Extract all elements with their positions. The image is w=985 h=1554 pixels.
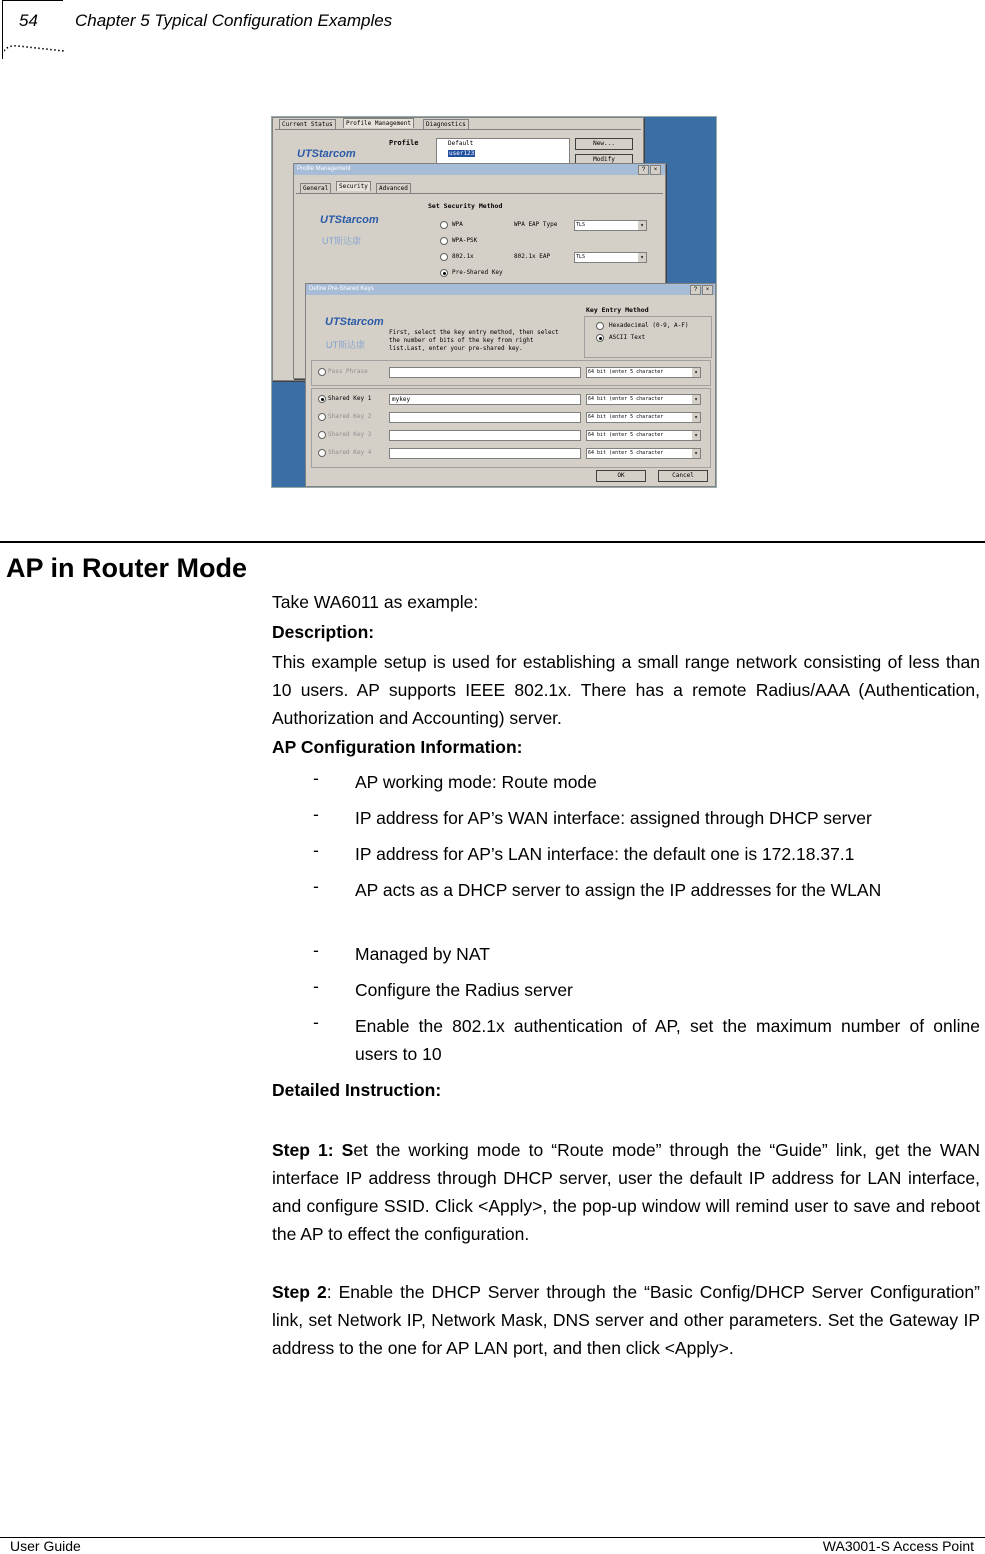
config-item: IP address for AP’s WAN interface: assigned through DHCP server [355,808,872,828]
psk-instruction-2: the number of bits of the key from right [389,337,534,344]
config-item: IP address for AP’s LAN interface: the default one is 172.18.37.1 [355,844,855,864]
back-logo: UTStarcom [297,148,356,160]
new-button[interactable]: New... [575,138,633,150]
tab-current-status[interactable]: Current Status [279,119,336,129]
tab-profile-management[interactable]: Profile Management [343,118,414,128]
tab-general[interactable]: General [300,183,331,193]
bullet-dash: - [313,768,319,788]
key-entry-heading: Key Entry Method [586,306,649,314]
pass-phrase-input[interactable] [389,367,581,378]
psk-title-bar: Define Pre-Shared Keys [306,284,715,295]
profile-item-user123[interactable]: user123 [449,150,475,157]
pre-shared-keys-window [305,283,716,487]
profile-item-default[interactable]: Default [448,140,474,147]
config-item: AP acts as a DHCP server to assign the IP addresses for the WLAN [355,880,882,900]
psk-help-icon[interactable]: ? [690,285,701,295]
radio-hexadecimal[interactable] [596,322,604,330]
psk-instruction-3: list.Last, enter your pre-shared key. [389,345,523,352]
psk-logo-cn: UT斯达康 [326,340,365,350]
profile-label: Profile [389,139,419,147]
config-item: Configure the Radius server [355,980,573,1000]
pm-logo-cn: UT斯达康 [322,236,361,246]
step-1 [272,1136,980,1248]
config-item: AP working mode: Route mode [355,772,597,792]
detail-heading: Detailed Instruction: [272,1080,442,1100]
psk-close-icon[interactable]: × [702,285,713,295]
chapter-title: Chapter 5 Typical Configuration Examples [75,11,393,30]
option-wpa: WPA [452,221,463,228]
bullet-dash: - [313,940,319,960]
ok-button[interactable]: OK [596,470,646,482]
pass-phrase-bits-select[interactable]: 64 bit (enter 5 character ▾ [586,367,701,378]
tab-security[interactable]: Security [336,181,371,191]
shared-key-4-bits[interactable]: 64 bit (enter 5 character ▾ [586,448,701,459]
cancel-button[interactable]: Cancel [658,470,708,482]
step-1-label: Step 1: S [272,1140,354,1160]
footer-right: WA3001-S Access Point [822,1538,974,1554]
shared-key-1-value: mykey [392,396,411,403]
bullet-dash: - [313,840,319,860]
shared-key-1-input[interactable] [389,394,581,405]
security-heading: Set Security Method [428,202,503,210]
close-icon[interactable]: × [650,165,661,175]
radio-shared-key-2[interactable] [318,413,326,421]
radio-ascii[interactable] [596,334,604,342]
tab-advanced[interactable]: Advanced [376,183,411,193]
psk-logo: UTStarcom [325,316,384,328]
header-dotted-curve [4,43,66,53]
psk-instruction-1: First, select the key entry method, then select [389,329,559,336]
radio-8021x[interactable] [440,253,448,261]
shared-key-4-label: Shared Key 4 [328,449,372,456]
shared-key-3-input[interactable] [389,430,581,441]
wpa-eap-select[interactable]: TLS ▾ [574,220,647,231]
option-8021x: 802.1x [452,253,474,260]
profile-list[interactable] [436,138,570,164]
radio-wpa-psk[interactable] [440,237,448,245]
help-icon[interactable]: ? [638,165,649,175]
shared-key-2-bits[interactable]: 64 bit (enter 5 character ▾ [586,412,701,423]
bullet-dash: - [313,804,319,824]
step-2-label: Step 2 [272,1282,327,1302]
shared-key-2-label: Shared Key 2 [328,413,372,420]
option-hexadecimal: Hexadecimal (0-9, A-F) [609,322,689,329]
shared-key-2-input[interactable] [389,412,581,423]
modify-button[interactable]: Modify [575,154,633,166]
pm-logo: UTStarcom [320,214,379,226]
option-wpa-psk: WPA-PSK [452,237,478,244]
shared-key-3-label: Shared Key 3 [328,431,372,438]
pass-phrase-label: Pass Phrase [328,368,368,375]
radio-shared-key-1[interactable] [318,395,326,403]
config-item: Enable the 802.1x authentication of AP, set the maximum number of online users to 10 [355,1016,980,1064]
screenshot-figure [271,116,717,488]
step-2 [272,1278,980,1362]
shared-key-3-bits[interactable]: 64 bit (enter 5 character ▾ [586,430,701,441]
radio-wpa[interactable] [440,221,448,229]
description-heading: Description: [272,622,375,642]
section-title: AP in Router Mode [6,553,248,583]
page-number: 54 [19,11,38,30]
config-item: Managed by NAT [355,944,490,964]
description-text: This example setup is used for establishing a small range network consisting of less than 10 users. AP supports IEEE 802.1x. There has a remote Radius/AAA (Authentication, Authorization and Accounting) server. [272,652,980,728]
intro-text: Take WA6011 as example: [272,592,479,612]
radio-pre-shared-key[interactable] [440,269,448,277]
config-heading: AP Configuration Information: [272,737,523,757]
footer-left: User Guide [10,1538,81,1554]
radio-shared-key-4[interactable] [318,449,326,457]
shared-key-1-label: Shared Key 1 [328,395,372,402]
step-1-text: et the working mode to “Route mode” through the “Guide” link, get the WAN interface IP address through DHCP server, user the default IP address for LAN interface, and configure SSID. Click <Apply>, the pop-up window will remind user to save and reboot the AP to effect the configuration. [272,1140,980,1244]
shared-key-1-bits[interactable]: 64 bit (enter 5 character ▾ [586,394,701,405]
radio-shared-key-3[interactable] [318,431,326,439]
radio-pass-phrase[interactable] [318,368,326,376]
tab-diagnostics[interactable]: Diagnostics [423,119,469,129]
step-2-text: : Enable the DHCP Server through the “Basic Config/DHCP Server Configuration” link, set Network IP, Network Mask, DNS server and other parameters. Set the Gateway IP address to the one for AP LAN port, and then click <Apply>. [272,1282,980,1358]
option-ascii: ASCII Text [609,334,646,341]
eap-select[interactable]: TLS ▾ [574,252,647,263]
wpa-eap-label: WPA EAP Type [514,221,558,228]
bullet-dash: - [313,1012,319,1032]
section-rule [0,541,985,543]
shared-key-4-input[interactable] [389,448,581,459]
eap-label: 802.1x EAP [514,253,551,260]
pm-title-bar: Profile Management [294,164,665,175]
bullet-dash: - [313,976,319,996]
option-pre-shared-key: Pre-Shared Key [452,269,503,276]
bullet-dash: - [313,876,319,896]
